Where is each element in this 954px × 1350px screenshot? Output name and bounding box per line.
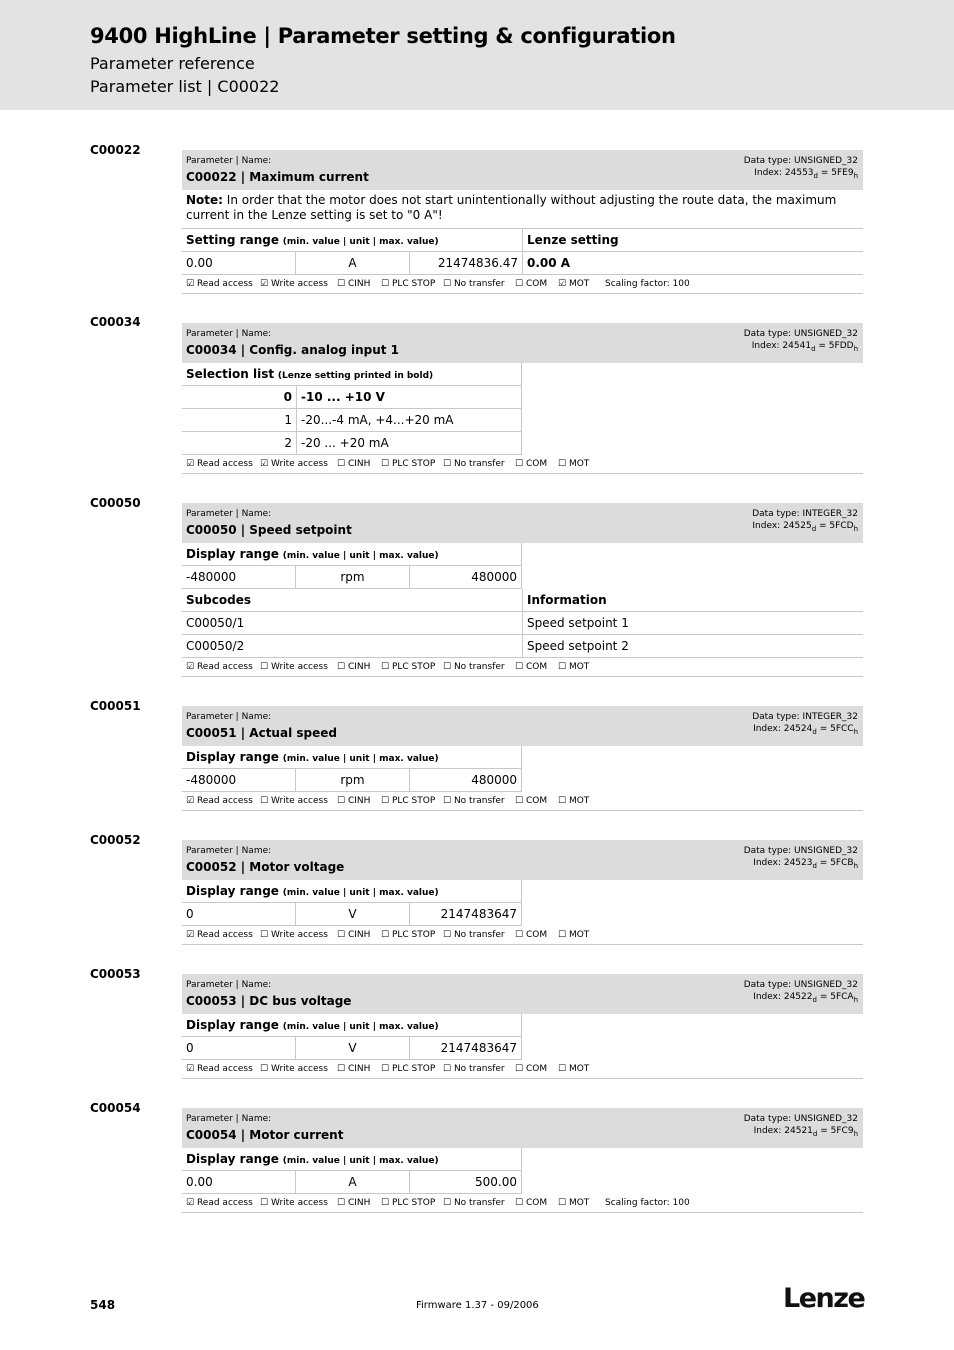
param-header bbox=[182, 503, 863, 543]
cinh-flag: ☐ CINH bbox=[337, 796, 371, 806]
cinh-flag: ☐ CINH bbox=[337, 930, 371, 940]
checkbox-icon: ☐ bbox=[558, 1064, 567, 1074]
param-name: C00034 | Config. analog input 1 bbox=[186, 343, 400, 357]
param-header bbox=[182, 1108, 863, 1148]
param-block-c00054 bbox=[182, 1108, 863, 1213]
param-name: C00054 | Motor current bbox=[186, 1128, 344, 1142]
range-min: 0.00 bbox=[182, 252, 295, 275]
checkbox-icon: ☐ bbox=[381, 662, 390, 672]
cinh-flag: ☐ CINH bbox=[337, 662, 371, 672]
param-name: C00051 | Actual speed bbox=[186, 726, 337, 740]
table-row bbox=[182, 612, 863, 635]
checkbox-icon: ☐ bbox=[558, 459, 567, 469]
data-type: Data type: INTEGER_32 bbox=[752, 509, 858, 519]
checkbox-icon: ☐ bbox=[260, 1064, 269, 1074]
checkbox-icon: ☐ bbox=[443, 1064, 452, 1074]
data-type: Data type: UNSIGNED_32 bbox=[743, 156, 858, 166]
checkbox-icon: ☐ bbox=[337, 459, 346, 469]
param-block-c00053 bbox=[182, 974, 863, 1079]
checkbox-icon: ☐ bbox=[337, 1198, 346, 1208]
note-text: Note: In order that the motor does not start unintentionally without adjusting the route data, the maximum current in the Lenze setting is set to "0 A"! bbox=[182, 190, 863, 229]
subcode: C00050/1 bbox=[182, 612, 522, 635]
param-block-c00050 bbox=[182, 503, 863, 677]
write-access-flag: ☐ Write access bbox=[260, 1064, 328, 1074]
checkbox-icon: ☐ bbox=[260, 796, 269, 806]
code-label-c00052: C00052 bbox=[90, 833, 141, 847]
checkbox-icon: ☐ bbox=[558, 930, 567, 940]
param-block-c00052 bbox=[182, 840, 863, 945]
checkbox-icon: ☐ bbox=[443, 662, 452, 672]
no-transfer-flag: ☐ No transfer bbox=[443, 279, 505, 289]
no-transfer-flag: ☐ No transfer bbox=[443, 930, 505, 940]
param-header bbox=[182, 323, 863, 363]
write-access-flag: ☑ Write access bbox=[260, 459, 328, 469]
param-index: Index: $24525_d = 5FCD_h$ bbox=[752, 521, 858, 533]
no-transfer-flag: ☐ No transfer bbox=[443, 1064, 505, 1074]
param-index: Index: $24523_d = 5FCB_h$ bbox=[753, 858, 858, 870]
param-name: C00053 | DC bus voltage bbox=[186, 994, 352, 1008]
display-range-header: Display range (min. value | unit | max. value) bbox=[182, 543, 522, 566]
plc-stop-flag: ☐ PLC STOP bbox=[381, 1198, 436, 1208]
checkbox-icon: ☐ bbox=[558, 1198, 567, 1208]
display-range-header: Display range (min. value | unit | max. value) bbox=[182, 746, 522, 769]
range-unit: V bbox=[295, 903, 409, 926]
param-header bbox=[182, 150, 863, 190]
range-max: 480000 bbox=[409, 769, 522, 792]
code-label-c00051: C00051 bbox=[90, 699, 141, 713]
code-label-c00053: C00053 bbox=[90, 967, 141, 981]
subsection-title: Parameter list | C00022 bbox=[90, 77, 280, 96]
option-text: -20...-4 mA, +4...+20 mA bbox=[296, 409, 522, 432]
plc-stop-flag: ☐ PLC STOP bbox=[381, 796, 436, 806]
cinh-flag: ☐ CINH bbox=[337, 1064, 371, 1074]
param-index: Index: $24541_d = 5FDD_h$ bbox=[751, 341, 858, 353]
subcode-info: Speed setpoint 1 bbox=[522, 612, 863, 635]
list-item bbox=[182, 432, 863, 455]
range-unit: rpm bbox=[295, 566, 409, 589]
checkbox-icon: ☑ bbox=[186, 279, 195, 289]
range-min: -480000 bbox=[182, 566, 295, 589]
plc-stop-flag: ☐ PLC STOP bbox=[381, 279, 436, 289]
checkbox-icon: ☐ bbox=[558, 796, 567, 806]
document-title: 9400 HighLine | Parameter setting & configuration bbox=[90, 24, 676, 48]
no-transfer-flag: ☐ No transfer bbox=[443, 459, 505, 469]
com-flag: ☐ COM bbox=[515, 1064, 548, 1074]
param-header bbox=[182, 706, 863, 746]
write-access-flag: ☐ Write access bbox=[260, 662, 328, 672]
checkbox-icon: ☐ bbox=[515, 459, 524, 469]
lenze-setting-value: 0.00 A bbox=[522, 252, 863, 275]
scaling-factor: Scaling factor: 100 bbox=[605, 279, 690, 289]
option-text: -20 ... +20 mA bbox=[296, 432, 522, 455]
lenze-logo: Lenze bbox=[783, 1283, 865, 1314]
mot-flag: ☑ MOT bbox=[558, 279, 590, 289]
code-label-c00034: C00034 bbox=[90, 315, 141, 329]
checkbox-icon: ☐ bbox=[443, 459, 452, 469]
read-access-flag: ☑ Read access bbox=[186, 1064, 253, 1074]
checkbox-icon: ☐ bbox=[337, 662, 346, 672]
range-max: 480000 bbox=[409, 566, 522, 589]
plc-stop-flag: ☐ PLC STOP bbox=[381, 459, 436, 469]
range-max: 2147483647 bbox=[409, 1037, 522, 1060]
read-access-flag: ☑ Read access bbox=[186, 279, 253, 289]
data-type: Data type: UNSIGNED_32 bbox=[743, 846, 858, 856]
param-name-label: Parameter | Name: bbox=[186, 980, 272, 990]
checkbox-icon: ☑ bbox=[186, 930, 195, 940]
param-header bbox=[182, 974, 863, 1014]
checkbox-icon: ☑ bbox=[186, 1064, 195, 1074]
cinh-flag: ☐ CINH bbox=[337, 459, 371, 469]
selection-list-header: Selection list (Lenze setting printed in bold) bbox=[182, 363, 522, 386]
scaling-factor: Scaling factor: 100 bbox=[605, 1198, 690, 1208]
checkbox-icon: ☐ bbox=[260, 662, 269, 672]
write-access-flag: ☑ Write access bbox=[260, 279, 328, 289]
param-name: C00052 | Motor voltage bbox=[186, 860, 345, 874]
access-row bbox=[182, 455, 863, 474]
checkbox-icon: ☐ bbox=[381, 1064, 390, 1074]
param-name-label: Parameter | Name: bbox=[186, 509, 272, 519]
no-transfer-flag: ☐ No transfer bbox=[443, 796, 505, 806]
checkbox-icon: ☑ bbox=[558, 279, 567, 289]
param-header bbox=[182, 840, 863, 880]
param-name-label: Parameter | Name: bbox=[186, 846, 272, 856]
access-row bbox=[182, 1060, 863, 1079]
range-max: 2147483647 bbox=[409, 903, 522, 926]
com-flag: ☐ COM bbox=[515, 459, 548, 469]
checkbox-icon: ☐ bbox=[558, 662, 567, 672]
write-access-flag: ☐ Write access bbox=[260, 930, 328, 940]
range-min: 0 bbox=[182, 1037, 295, 1060]
access-row bbox=[182, 1194, 863, 1213]
table-row bbox=[182, 635, 863, 658]
read-access-flag: ☑ Read access bbox=[186, 796, 253, 806]
plc-stop-flag: ☐ PLC STOP bbox=[381, 662, 436, 672]
access-row bbox=[182, 792, 863, 811]
com-flag: ☐ COM bbox=[515, 662, 548, 672]
com-flag: ☐ COM bbox=[515, 930, 548, 940]
write-access-flag: ☐ Write access bbox=[260, 796, 328, 806]
read-access-flag: ☑ Read access bbox=[186, 459, 253, 469]
checkbox-icon: ☐ bbox=[515, 1198, 524, 1208]
option-number: 2 bbox=[182, 432, 296, 455]
range-max: 21474836.47 bbox=[409, 252, 522, 275]
subcode-info: Speed setpoint 2 bbox=[522, 635, 863, 658]
range-max: 500.00 bbox=[409, 1171, 522, 1194]
param-index: Index: $24522_d = 5FCA_h$ bbox=[753, 992, 858, 1004]
information-header: Information bbox=[522, 589, 863, 612]
checkbox-icon: ☐ bbox=[515, 1064, 524, 1074]
cinh-flag: ☐ CINH bbox=[337, 1198, 371, 1208]
param-index: Index: $24524_d = 5FCC_h$ bbox=[753, 724, 858, 736]
checkbox-icon: ☐ bbox=[381, 930, 390, 940]
section-title: Parameter reference bbox=[90, 54, 255, 73]
mot-flag: ☐ MOT bbox=[558, 1198, 590, 1208]
param-block-c00022 bbox=[182, 150, 863, 294]
write-access-flag: ☐ Write access bbox=[260, 1198, 328, 1208]
checkbox-icon: ☐ bbox=[337, 279, 346, 289]
option-text: -10 ... +10 V bbox=[296, 386, 522, 409]
mot-flag: ☐ MOT bbox=[558, 459, 590, 469]
range-min: 0.00 bbox=[182, 1171, 295, 1194]
no-transfer-flag: ☐ No transfer bbox=[443, 1198, 505, 1208]
checkbox-icon: ☐ bbox=[381, 1198, 390, 1208]
param-name-label: Parameter | Name: bbox=[186, 156, 272, 166]
display-range-header: Display range (min. value | unit | max. value) bbox=[182, 1014, 522, 1037]
data-type: Data type: UNSIGNED_32 bbox=[743, 1114, 858, 1124]
data-type: Data type: UNSIGNED_32 bbox=[743, 329, 858, 339]
param-name: C00050 | Speed setpoint bbox=[186, 523, 352, 537]
read-access-flag: ☑ Read access bbox=[186, 930, 253, 940]
checkbox-icon: ☑ bbox=[186, 662, 195, 672]
read-access-flag: ☑ Read access bbox=[186, 662, 253, 672]
param-name-label: Parameter | Name: bbox=[186, 1114, 272, 1124]
checkbox-icon: ☐ bbox=[515, 796, 524, 806]
param-index: Index: $24521_d = 5FC9_h$ bbox=[753, 1126, 858, 1138]
data-type: Data type: UNSIGNED_32 bbox=[743, 980, 858, 990]
checkbox-icon: ☐ bbox=[515, 279, 524, 289]
param-index: Index: $24553_d = 5FE9_h$ bbox=[754, 168, 858, 180]
list-item bbox=[182, 409, 863, 432]
mot-flag: ☐ MOT bbox=[558, 1064, 590, 1074]
code-label-c00054: C00054 bbox=[90, 1101, 141, 1115]
checkbox-icon: ☐ bbox=[443, 930, 452, 940]
checkbox-icon: ☐ bbox=[515, 930, 524, 940]
checkbox-icon: ☐ bbox=[515, 662, 524, 672]
checkbox-icon: ☐ bbox=[337, 1064, 346, 1074]
checkbox-icon: ☐ bbox=[260, 1198, 269, 1208]
list-item bbox=[182, 386, 863, 409]
checkbox-icon: ☑ bbox=[260, 279, 269, 289]
code-label-c00022: C00022 bbox=[90, 143, 141, 157]
param-block-c00034 bbox=[182, 323, 863, 474]
mot-flag: ☐ MOT bbox=[558, 662, 590, 672]
checkbox-icon: ☐ bbox=[381, 796, 390, 806]
checkbox-icon: ☑ bbox=[186, 796, 195, 806]
range-unit: V bbox=[295, 1037, 409, 1060]
range-min: -480000 bbox=[182, 769, 295, 792]
lenze-setting-header: Lenze setting bbox=[522, 229, 863, 252]
mot-flag: ☐ MOT bbox=[558, 796, 590, 806]
plc-stop-flag: ☐ PLC STOP bbox=[381, 1064, 436, 1074]
com-flag: ☐ COM bbox=[515, 796, 548, 806]
access-row bbox=[182, 658, 863, 677]
param-block-c00051 bbox=[182, 706, 863, 811]
com-flag: ☐ COM bbox=[515, 1198, 548, 1208]
checkbox-icon: ☐ bbox=[381, 459, 390, 469]
param-name-label: Parameter | Name: bbox=[186, 712, 272, 722]
subcodes-header: Subcodes bbox=[182, 589, 522, 612]
data-type: Data type: INTEGER_32 bbox=[752, 712, 858, 722]
range-unit: A bbox=[295, 1171, 409, 1194]
access-row bbox=[182, 275, 863, 294]
checkbox-icon: ☐ bbox=[260, 930, 269, 940]
plc-stop-flag: ☐ PLC STOP bbox=[381, 930, 436, 940]
code-label-c00050: C00050 bbox=[90, 496, 141, 510]
checkbox-icon: ☐ bbox=[337, 930, 346, 940]
checkbox-icon: ☐ bbox=[443, 1198, 452, 1208]
range-min: 0 bbox=[182, 903, 295, 926]
page-number: 548 bbox=[90, 1298, 116, 1312]
cinh-flag: ☐ CINH bbox=[337, 279, 371, 289]
option-number: 1 bbox=[182, 409, 296, 432]
display-range-header: Display range (min. value | unit | max. value) bbox=[182, 880, 522, 903]
com-flag: ☐ COM bbox=[515, 279, 548, 289]
setting-range-header: Setting range (min. value | unit | max. value) bbox=[182, 229, 522, 252]
checkbox-icon: ☑ bbox=[186, 459, 195, 469]
param-name: C00022 | Maximum current bbox=[186, 170, 369, 184]
range-unit: rpm bbox=[295, 769, 409, 792]
read-access-flag: ☑ Read access bbox=[186, 1198, 253, 1208]
checkbox-icon: ☐ bbox=[443, 279, 452, 289]
no-transfer-flag: ☐ No transfer bbox=[443, 662, 505, 672]
checkbox-icon: ☐ bbox=[337, 796, 346, 806]
firmware-version: Firmware 1.37 - 09/2006 bbox=[416, 1300, 539, 1311]
checkbox-icon: ☐ bbox=[381, 279, 390, 289]
display-range-header: Display range (min. value | unit | max. value) bbox=[182, 1148, 522, 1171]
range-unit: A bbox=[295, 252, 409, 275]
page-header bbox=[0, 0, 954, 110]
checkbox-icon: ☑ bbox=[186, 1198, 195, 1208]
subcode: C00050/2 bbox=[182, 635, 522, 658]
option-number: 0 bbox=[182, 386, 296, 409]
mot-flag: ☐ MOT bbox=[558, 930, 590, 940]
param-name-label: Parameter | Name: bbox=[186, 329, 272, 339]
checkbox-icon: ☑ bbox=[260, 459, 269, 469]
checkbox-icon: ☐ bbox=[443, 796, 452, 806]
access-row bbox=[182, 926, 863, 945]
